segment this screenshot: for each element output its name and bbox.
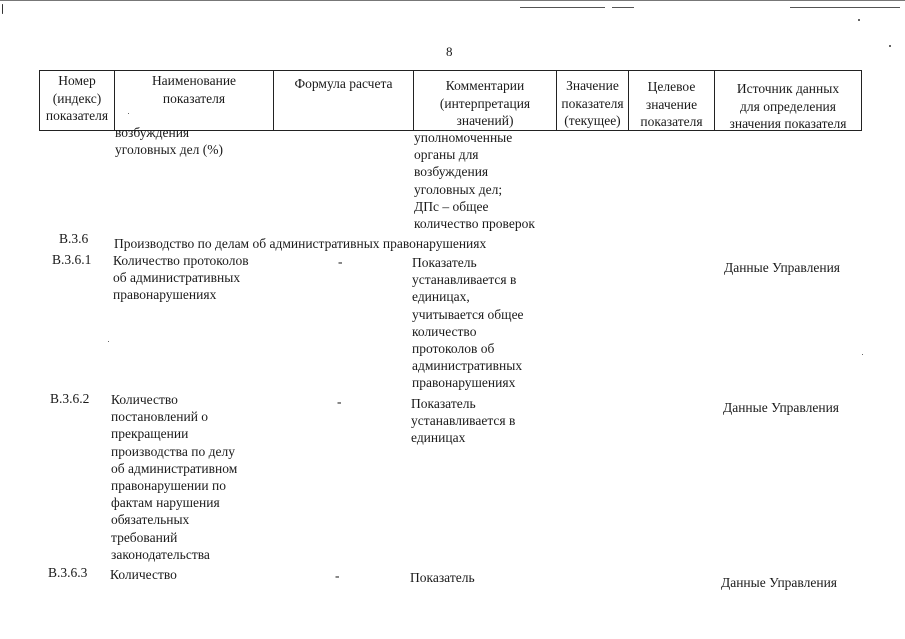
row-formula: - bbox=[335, 568, 340, 583]
row-source: Данные Управления bbox=[723, 400, 840, 415]
header-col-number bbox=[40, 71, 115, 131]
header-col-name bbox=[115, 71, 274, 131]
scan-speck bbox=[858, 19, 860, 21]
section-title: Производство по делам об административных правонарушениях bbox=[114, 236, 487, 251]
scan-mark-line bbox=[520, 7, 605, 8]
continuation-name: возбуждения уголовных дел (%) bbox=[115, 125, 224, 158]
row-number: В.3.6.1 bbox=[52, 252, 92, 267]
header-col-formula-label: Формула расчета bbox=[294, 76, 393, 91]
row-source: Данные Управления bbox=[721, 575, 838, 590]
header-col-name-label: Наименование показателя bbox=[151, 73, 237, 106]
row-number: В.3.6.3 bbox=[48, 565, 88, 580]
scan-speck bbox=[889, 45, 891, 47]
row-comment: Показатель bbox=[410, 570, 475, 585]
row-source: Данные Управления bbox=[724, 260, 841, 275]
row-number: В.3.6.2 bbox=[50, 391, 90, 406]
header-col-target-label: Целевое значение показателя bbox=[640, 79, 703, 129]
header-col-comments-label: Комментарии (интерпретация значений) bbox=[439, 78, 531, 128]
header-col-target bbox=[629, 71, 715, 131]
scan-mark-line bbox=[790, 7, 900, 8]
header-col-formula bbox=[274, 71, 414, 131]
scan-mark-line bbox=[612, 7, 634, 8]
page-number: 8 bbox=[446, 44, 453, 59]
scan-speck bbox=[862, 354, 863, 355]
row-name: Количество bbox=[110, 567, 177, 582]
row-formula: - bbox=[337, 394, 342, 409]
row-formula: - bbox=[338, 254, 343, 269]
header-col-number-label: Номер (индекс) показателя bbox=[45, 73, 109, 123]
header-col-current bbox=[557, 71, 629, 131]
row-comment: Показатель устанавливается в единицах, учитывается общее количество протоколов об административных правонарушениях bbox=[412, 255, 524, 391]
row-name: Количество протоколов об административных правонарушениях bbox=[113, 253, 249, 303]
row-comment: Показатель устанавливается в единицах bbox=[411, 396, 516, 446]
scan-speck bbox=[2, 4, 3, 14]
section-number: В.3.6 bbox=[59, 231, 89, 246]
header-col-comments bbox=[414, 71, 557, 131]
continuation-comment: уполномоченные органы для возбуждения уголовных дел; ДПс – общее количество проверок bbox=[414, 130, 535, 232]
scan-edge-line bbox=[0, 0, 905, 1]
scan-speck bbox=[108, 341, 109, 342]
header-col-source-label: Источник данных для определения значения показателя bbox=[729, 81, 847, 131]
row-name: Количество постановлений о прекращении производства по делу об административном правонарушении по фактам нарушения обязательных требований законодательства bbox=[111, 392, 238, 562]
table-header bbox=[39, 70, 862, 131]
header-col-current-label: Значение показателя (текущее) bbox=[561, 78, 624, 128]
header-col-source bbox=[715, 71, 862, 131]
